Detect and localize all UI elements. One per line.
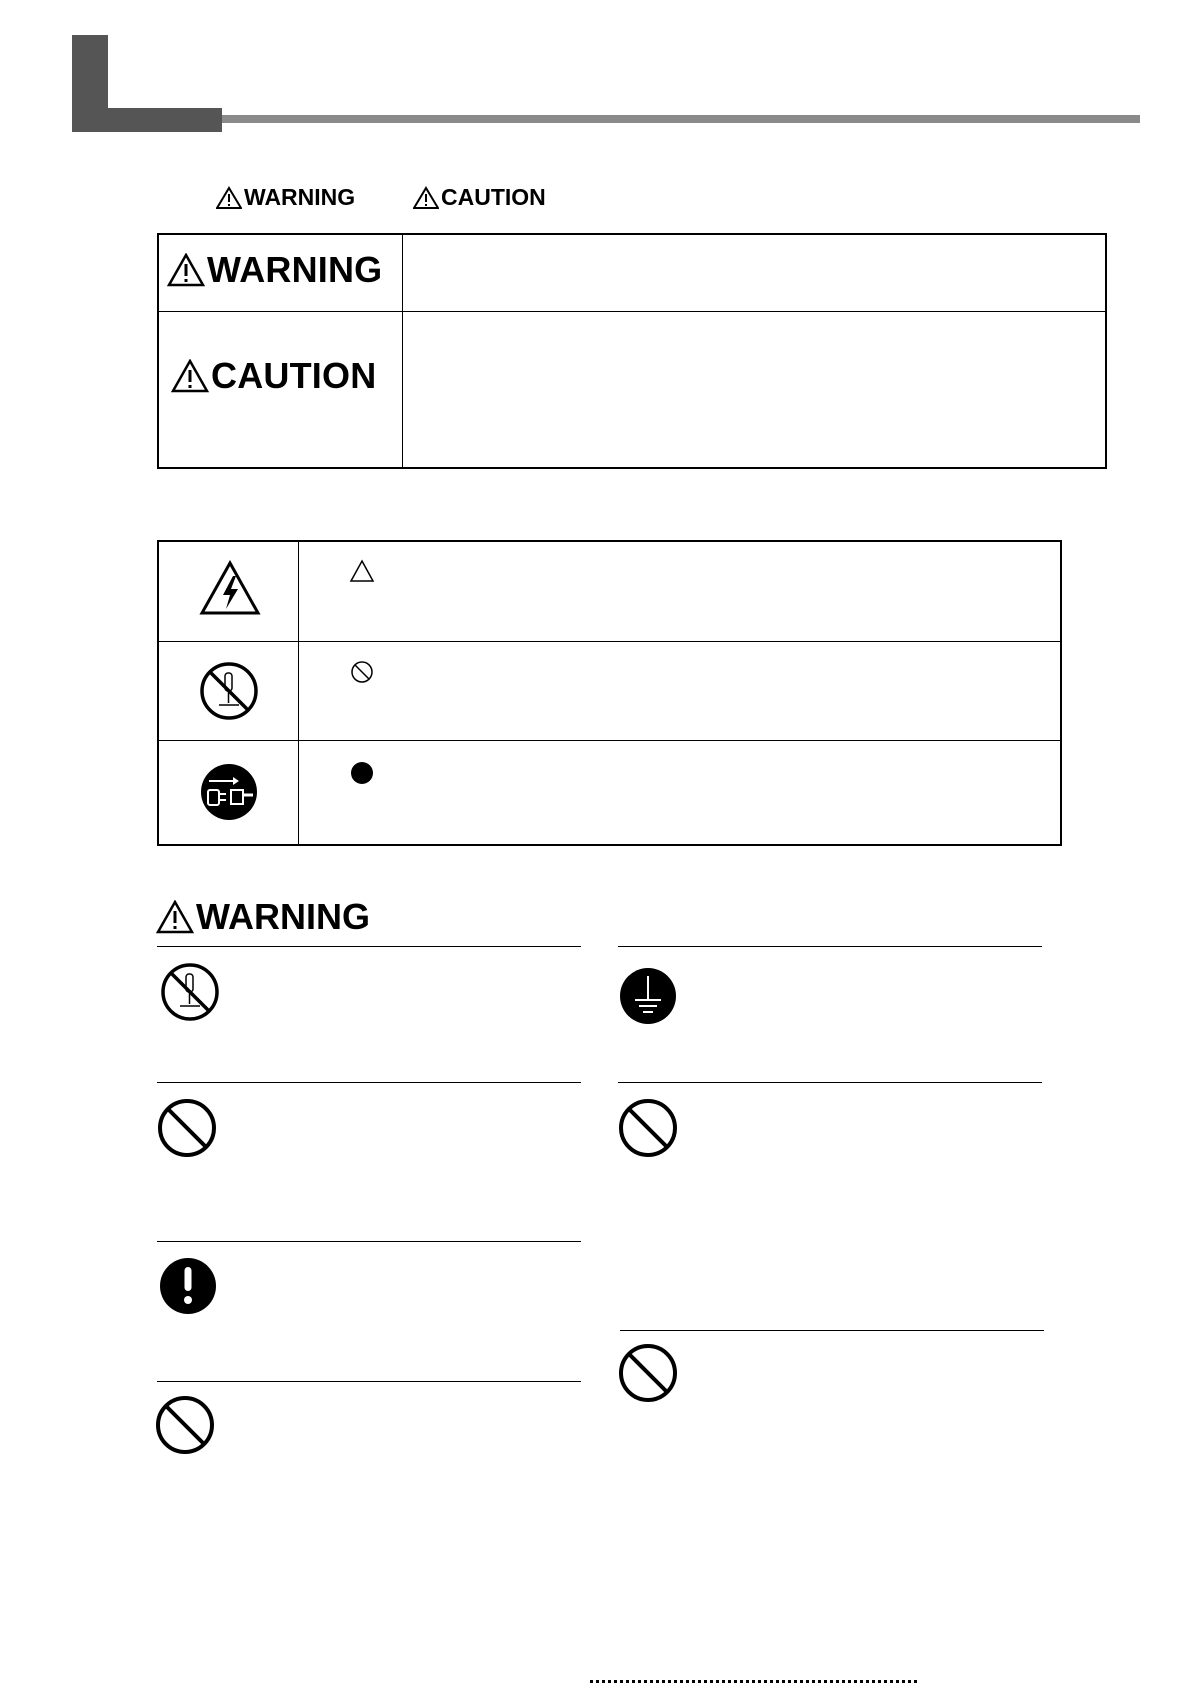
- symbol-table: [157, 540, 1062, 846]
- ground-icon: [618, 966, 678, 1026]
- left-rule-1: [157, 946, 581, 947]
- right-rule-2: [618, 1082, 1042, 1083]
- unplug-icon: [199, 762, 259, 822]
- prohibition-icon: [350, 660, 374, 684]
- table-row-separator: [159, 641, 1060, 642]
- prohibition-icon: [618, 1098, 678, 1158]
- triangle-outline-icon: [349, 559, 375, 583]
- filled-circle-icon: [349, 760, 375, 786]
- warning-triangle-icon: [413, 186, 439, 210]
- electric-shock-icon: [199, 560, 261, 616]
- caution-text: CAUTION: [211, 355, 377, 396]
- table-row-separator: [159, 311, 1105, 312]
- left-rule-3: [157, 1241, 581, 1242]
- table-row-separator: [159, 740, 1060, 741]
- inline-caution-text: CAUTION: [441, 184, 546, 210]
- no-disassembly-icon: [160, 962, 220, 1022]
- prohibition-icon: [157, 1098, 217, 1158]
- right-rule-1: [618, 946, 1042, 947]
- right-rule-3: [620, 1330, 1044, 1331]
- footer-dotted-line: [590, 1680, 920, 1683]
- caution-label: [171, 355, 376, 397]
- signal-word-table: [157, 233, 1107, 469]
- table-divider: [298, 542, 299, 844]
- table-divider: [402, 235, 403, 467]
- left-rule-2: [157, 1082, 581, 1083]
- warning-triangle-icon: [156, 900, 194, 934]
- inline-warning-text: WARNING: [244, 184, 356, 210]
- header-rule: [222, 115, 1140, 123]
- warning-section-text: WARNING: [196, 896, 370, 937]
- inline-caution-label: [413, 184, 546, 211]
- left-rule-4: [157, 1381, 581, 1382]
- exclamation-icon: [158, 1256, 218, 1316]
- inline-warning-label: [216, 184, 355, 211]
- header-tab-base: [72, 108, 222, 132]
- no-disassembly-icon: [199, 661, 259, 721]
- warning-text: WARNING: [207, 249, 383, 290]
- warning-triangle-icon: [167, 253, 205, 287]
- warning-section-title: [156, 896, 370, 938]
- prohibition-icon: [155, 1395, 215, 1455]
- warning-triangle-icon: [216, 186, 242, 210]
- prohibition-icon: [618, 1343, 678, 1403]
- warning-triangle-icon: [171, 359, 209, 393]
- warning-label: [167, 249, 382, 291]
